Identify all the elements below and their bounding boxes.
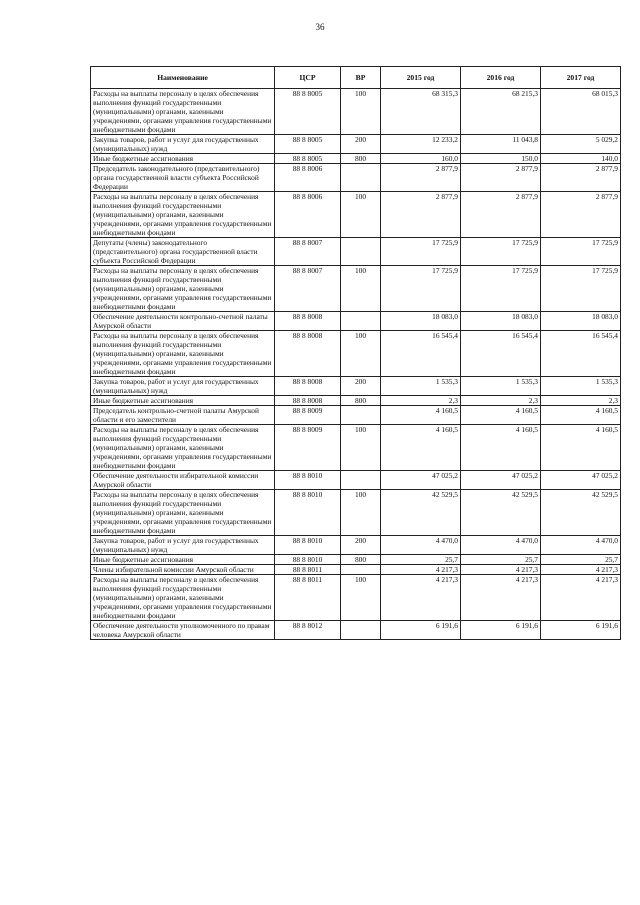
cell-vr: 200 <box>341 536 381 555</box>
cell-2017: 2 877,9 <box>541 164 621 192</box>
cell-2016: 2 877,9 <box>461 164 541 192</box>
table-row <box>91 135 621 154</box>
cell-2017: 47 025,2 <box>541 471 621 490</box>
cell-2015: 4 160,5 <box>381 425 461 471</box>
cell-vr: 200 <box>341 135 381 154</box>
table-row <box>91 154 621 164</box>
table-row <box>91 471 621 490</box>
table-row <box>91 331 621 377</box>
cell-2017: 1 535,3 <box>541 377 621 396</box>
header-name: Наименование <box>91 67 275 89</box>
cell-vr: 100 <box>341 575 381 621</box>
page-number: 36 <box>315 22 325 32</box>
cell-2016: 42 529,5 <box>461 490 541 536</box>
cell-2017: 16 545,4 <box>541 331 621 377</box>
cell-2016: 4 470,0 <box>461 536 541 555</box>
cell-2016: 47 025,2 <box>461 471 541 490</box>
cell-name: Расходы на выплаты персоналу в целях обеспечения выполнения функций государственными (муниципальными) органами, казенными учреждениями, органами управления государственными внебюджетными фондами <box>91 425 275 471</box>
cell-2016: 6 191,6 <box>461 621 541 640</box>
cell-name: Иные бюджетные ассигнования <box>91 555 275 565</box>
cell-name: Расходы на выплаты персоналу в целях обеспечения выполнения функций государственными (муниципальными) органами, казенными учреждениями, органами управления государственными внебюджетными фондами <box>91 575 275 621</box>
cell-vr <box>341 312 381 331</box>
cell-vr: 100 <box>341 490 381 536</box>
table-header-row <box>91 67 621 89</box>
cell-name: Расходы на выплаты персоналу в целях обеспечения выполнения функций государственными (муниципальными) органами, казенными учреждениями, органами управления государственными внебюджетными фондами <box>91 331 275 377</box>
cell-vr: 100 <box>341 89 381 135</box>
cell-csr: 88 8 8012 <box>275 621 341 640</box>
cell-name: Расходы на выплаты персоналу в целях обеспечения выполнения функций государственными (муниципальными) органами, казенными учреждениями, органами управления государственными внебюджетными фондами <box>91 192 275 238</box>
cell-2017: 25,7 <box>541 555 621 565</box>
cell-csr: 88 8 8009 <box>275 425 341 471</box>
cell-2017: 4 470,0 <box>541 536 621 555</box>
cell-vr: 200 <box>341 377 381 396</box>
cell-2016: 4 160,5 <box>461 425 541 471</box>
cell-name: Закупка товаров, работ и услуг для государственных (муниципальных) нужд <box>91 135 275 154</box>
cell-2016: 4 217,3 <box>461 565 541 575</box>
table-row <box>91 555 621 565</box>
cell-name: Председатель законодательного (представительного) органа государственной власти субъекта Российской Федерации <box>91 164 275 192</box>
cell-csr: 88 8 8010 <box>275 471 341 490</box>
cell-2017: 5 029,2 <box>541 135 621 154</box>
cell-csr: 88 8 8006 <box>275 164 341 192</box>
cell-vr: 100 <box>341 192 381 238</box>
table-row <box>91 266 621 312</box>
cell-csr: 88 8 8006 <box>275 192 341 238</box>
cell-2016: 68 215,3 <box>461 89 541 135</box>
cell-vr: 100 <box>341 331 381 377</box>
cell-2015: 2,3 <box>381 396 461 406</box>
cell-2015: 4 217,3 <box>381 575 461 621</box>
cell-vr: 100 <box>341 266 381 312</box>
table-row <box>91 89 621 135</box>
cell-2017: 17 725,9 <box>541 238 621 266</box>
cell-2017: 42 529,5 <box>541 490 621 536</box>
cell-2015: 2 877,9 <box>381 192 461 238</box>
cell-vr: 800 <box>341 154 381 164</box>
cell-name: Расходы на выплаты персоналу в целях обеспечения выполнения функций государственными (муниципальными) органами, казенными учреждениями, органами управления государственными внебюджетными фондами <box>91 89 275 135</box>
cell-2017: 140,0 <box>541 154 621 164</box>
cell-csr: 88 8 8008 <box>275 331 341 377</box>
header-csr: ЦСР <box>275 67 341 89</box>
cell-2017: 18 083,0 <box>541 312 621 331</box>
cell-csr: 88 8 8010 <box>275 536 341 555</box>
header-2015: 2015 год <box>381 67 461 89</box>
cell-csr: 88 8 8008 <box>275 312 341 331</box>
cell-name: Закупка товаров, работ и услуг для государственных (муниципальных) нужд <box>91 536 275 555</box>
cell-name: Члены избирательной комиссии Амурской области <box>91 565 275 575</box>
cell-name: Закупка товаров, работ и услуг для государственных (муниципальных) нужд <box>91 377 275 396</box>
cell-name: Расходы на выплаты персоналу в целях обеспечения выполнения функций государственными (муниципальными) органами, казенными учреждениями, органами управления государственными внебюджетными фондами <box>91 266 275 312</box>
cell-2016: 18 083,0 <box>461 312 541 331</box>
cell-name: Депутаты (члены) законодательного (представительного) органа государственной власти субъекта Российской Федерации <box>91 238 275 266</box>
cell-vr: 100 <box>341 425 381 471</box>
cell-2015: 17 725,9 <box>381 238 461 266</box>
cell-vr <box>341 565 381 575</box>
cell-vr: 800 <box>341 396 381 406</box>
cell-2016: 17 725,9 <box>461 266 541 312</box>
cell-csr: 88 8 8005 <box>275 154 341 164</box>
cell-vr <box>341 238 381 266</box>
cell-2016: 4 217,3 <box>461 575 541 621</box>
cell-2015: 42 529,5 <box>381 490 461 536</box>
cell-2015: 17 725,9 <box>381 266 461 312</box>
table-row <box>91 565 621 575</box>
cell-2015: 4 160,5 <box>381 406 461 425</box>
cell-csr: 88 8 8008 <box>275 377 341 396</box>
cell-vr <box>341 164 381 192</box>
cell-name: Обеспечение деятельности контрольно-счетной палаты Амурской области <box>91 312 275 331</box>
cell-name: Иные бюджетные ассигнования <box>91 396 275 406</box>
cell-2016: 16 545,4 <box>461 331 541 377</box>
header-2016: 2016 год <box>461 67 541 89</box>
cell-csr: 88 8 8010 <box>275 555 341 565</box>
cell-2015: 1 535,3 <box>381 377 461 396</box>
cell-2017: 4 217,3 <box>541 575 621 621</box>
cell-vr: 800 <box>341 555 381 565</box>
cell-name: Иные бюджетные ассигнования <box>91 154 275 164</box>
table-row <box>91 490 621 536</box>
cell-2017: 68 015,3 <box>541 89 621 135</box>
cell-2015: 47 025,2 <box>381 471 461 490</box>
cell-csr: 88 8 8011 <box>275 565 341 575</box>
table-row <box>91 312 621 331</box>
cell-2017: 6 191,6 <box>541 621 621 640</box>
cell-csr: 88 8 8009 <box>275 406 341 425</box>
cell-2015: 160,0 <box>381 154 461 164</box>
cell-name: Председатель контрольно-счетной палаты Амурской области и его заместители <box>91 406 275 425</box>
cell-name: Обеспечение деятельности уполномоченного по правам человека Амурской области <box>91 621 275 640</box>
cell-2015: 6 191,6 <box>381 621 461 640</box>
cell-2016: 1 535,3 <box>461 377 541 396</box>
cell-2017: 2,3 <box>541 396 621 406</box>
cell-2015: 16 545,4 <box>381 331 461 377</box>
cell-2015: 4 470,0 <box>381 536 461 555</box>
table-row <box>91 396 621 406</box>
cell-name: Расходы на выплаты персоналу в целях обеспечения выполнения функций государственными (муниципальными) органами, казенными учреждениями, органами управления государственными внебюджетными фондами <box>91 490 275 536</box>
cell-2015: 12 233,2 <box>381 135 461 154</box>
cell-2016: 4 160,5 <box>461 406 541 425</box>
table-row <box>91 192 621 238</box>
cell-csr: 88 8 8007 <box>275 266 341 312</box>
cell-2017: 4 160,5 <box>541 425 621 471</box>
cell-2015: 25,7 <box>381 555 461 565</box>
budget-table <box>90 66 621 640</box>
cell-csr: 88 8 8011 <box>275 575 341 621</box>
table-row <box>91 575 621 621</box>
header-vr: ВР <box>341 67 381 89</box>
cell-2016: 2 877,9 <box>461 192 541 238</box>
table-row <box>91 425 621 471</box>
cell-csr: 88 8 8010 <box>275 490 341 536</box>
table-row <box>91 621 621 640</box>
cell-csr: 88 8 8008 <box>275 396 341 406</box>
cell-2016: 150,0 <box>461 154 541 164</box>
cell-2015: 4 217,3 <box>381 565 461 575</box>
cell-csr: 88 8 8005 <box>275 89 341 135</box>
cell-2017: 2 877,9 <box>541 192 621 238</box>
cell-2015: 68 315,3 <box>381 89 461 135</box>
cell-csr: 88 8 8007 <box>275 238 341 266</box>
cell-2016: 11 043,8 <box>461 135 541 154</box>
cell-vr <box>341 621 381 640</box>
header-2017: 2017 год <box>541 67 621 89</box>
cell-2015: 2 877,9 <box>381 164 461 192</box>
table-row <box>91 238 621 266</box>
cell-2017: 4 217,3 <box>541 565 621 575</box>
cell-2016: 2,3 <box>461 396 541 406</box>
cell-vr <box>341 471 381 490</box>
cell-2016: 17 725,9 <box>461 238 541 266</box>
cell-name: Обеспечение деятельности избирательной комиссии Амурской области <box>91 471 275 490</box>
cell-2017: 4 160,5 <box>541 406 621 425</box>
cell-2016: 25,7 <box>461 555 541 565</box>
cell-2015: 18 083,0 <box>381 312 461 331</box>
table-row <box>91 377 621 396</box>
table-row <box>91 164 621 192</box>
cell-vr <box>341 406 381 425</box>
cell-2017: 17 725,9 <box>541 266 621 312</box>
cell-csr: 88 8 8005 <box>275 135 341 154</box>
table-row <box>91 536 621 555</box>
table-row <box>91 406 621 425</box>
